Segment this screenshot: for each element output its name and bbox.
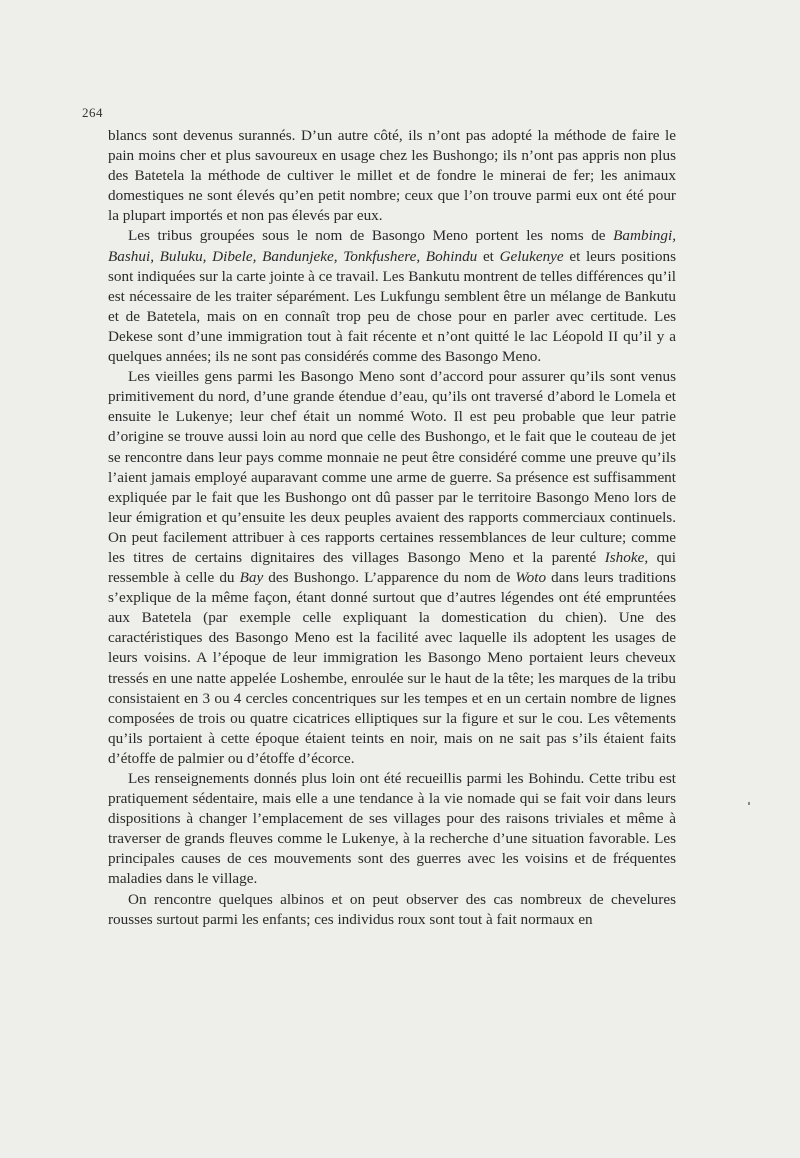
- text-run: dans leurs traditions s’explique de la même façon, étant donné surtout que d’autres légendes ont été empruntées aux Batetela (par exemple celle expliquant la domestication du chien). Une des caractéristiques des Basongo Meno est la facilité avec laquelle ils adoptent les usages de leurs voisins. A l’époque de leur immigration les Basongo Meno portaient leurs cheveux tressés en une natte appelée Loshembe, enroulée sur le haut de la tête; les marques de la tribu consistaient en 3 ou 4 cercles concentriques sur les tempes et en un certain nombre de lignes composées de trois ou quatre cicatrices elliptiques sur la figure et sur le cou. Les vêtements qu’ils portaient à cette époque étaient teints en noir, mais on ne sait pas s’ils étaient faits d’étoffe de palmier ou d’étoffe d’écorce.: [108, 569, 677, 767]
- text-run: blancs sont devenus surannés. D’un autre côté, ils n’ont pas adopté la méthode de faire le pain moins cher et plus savoureux en usage chez les Bushongo; ils n’ont pas appris non plus des Batetela la méthode de cultiver le millet et de fondre le minerai de fer; les animaux domestiques ne sont élevés qu’en petit nombre; ceux que l’on trouve parmi eux ont été pour la plupart importés et non pas élevés par eux.: [108, 127, 676, 225]
- paragraph: [108, 226, 676, 367]
- text-run: Les tribus groupées sous le nom de Basongo Meno portent les noms de: [128, 227, 614, 245]
- italic-run: Gelukenye: [499, 247, 564, 265]
- paragraph: [108, 769, 676, 890]
- text-run: Les renseignements donnés plus loin ont été recueillis parmi les Bohindu. Cette tribu est pratiquement sédentaire, mais elle a une tendance à la vie nomade qui se fait voir dans leurs dispositions à changer l’emplacement de ses villages pour des raisons triviales et même à traverser de grands fleuves comme le Lukenye, à la recherche d’une situation favorable. Les principales causes de ces mouvements sont des guerres avec les voisins et de fréquentes maladies dans le village.: [108, 770, 676, 888]
- paragraph: [108, 890, 676, 930]
- body-text: [108, 126, 676, 930]
- text-run: On rencontre quelques albinos et on peut observer des cas nombreux de chevelures rousses surtout parmi les enfants; ces individus roux sont tout à fait normaux en: [108, 890, 676, 928]
- text-run: qui ressemble à celle du: [108, 548, 676, 587]
- text-run: Les vieilles gens parmi les Basongo Meno sont d’accord pour assurer qu’ils sont venus primitivement du nord, d’une grande étendue d’eau, qu’ils ont traversé d’abord le Lomela et ensuite le Lukenye; leur chef était un nommé Woto. Il est peu probable que leur patrie d’origine se trouve aussi loin au nord que celle des Bushongo, et le fait que le couteau de jet se rencontre dans leur pays comme monnaie ne peut être considéré comme une preuve qu’ils l’aient jamais employé auparavant comme une arme de guerre. Sa présence est suffisamment expliquée par le fait que les Bushongo ont dû passer par le territoire Basongo Meno lors de leur émigration et qu’ensuite les deux peuples avaient des rapports commerciaux continuels. On peut facilement attribuer à ces rapports certaines ressemblances de leur culture; comme les titres de certains dignitaires des villages Basongo Meno et la parenté: [108, 368, 676, 566]
- page-number: 264: [82, 105, 103, 120]
- paragraph: [108, 367, 676, 769]
- italic-run: Ishoke,: [604, 548, 649, 566]
- text-run: et: [477, 247, 500, 265]
- text-run: et leurs positions sont indiquées sur la carte jointe à ce travail. Les Bankutu montrent de telles différences qu’il est nécessaire de les traiter séparément. Les Lukfungu semblent être un mélange de Bankutu et de Batetela, mais on en connaît trop peu de chose pour en parler avec certitude. Les Dekese sont d’une immigration tout à fait récente et n’ont quitté le lac Léopold II qu’il y a quelques années; ils ne sont pas considérés comme des Basongo Meno.: [108, 247, 676, 366]
- italic-run: Bambingi, Bashui, Buluku, Dibele, Bandunjeke, Tonkfushere, Bohindu: [108, 227, 676, 265]
- paragraph: [108, 126, 676, 226]
- scan-mark: [748, 802, 750, 805]
- italic-run: Woto: [515, 569, 547, 587]
- text-run: des Bushongo. L’apparence du nom de: [263, 569, 516, 587]
- italic-run: Bay: [239, 569, 264, 587]
